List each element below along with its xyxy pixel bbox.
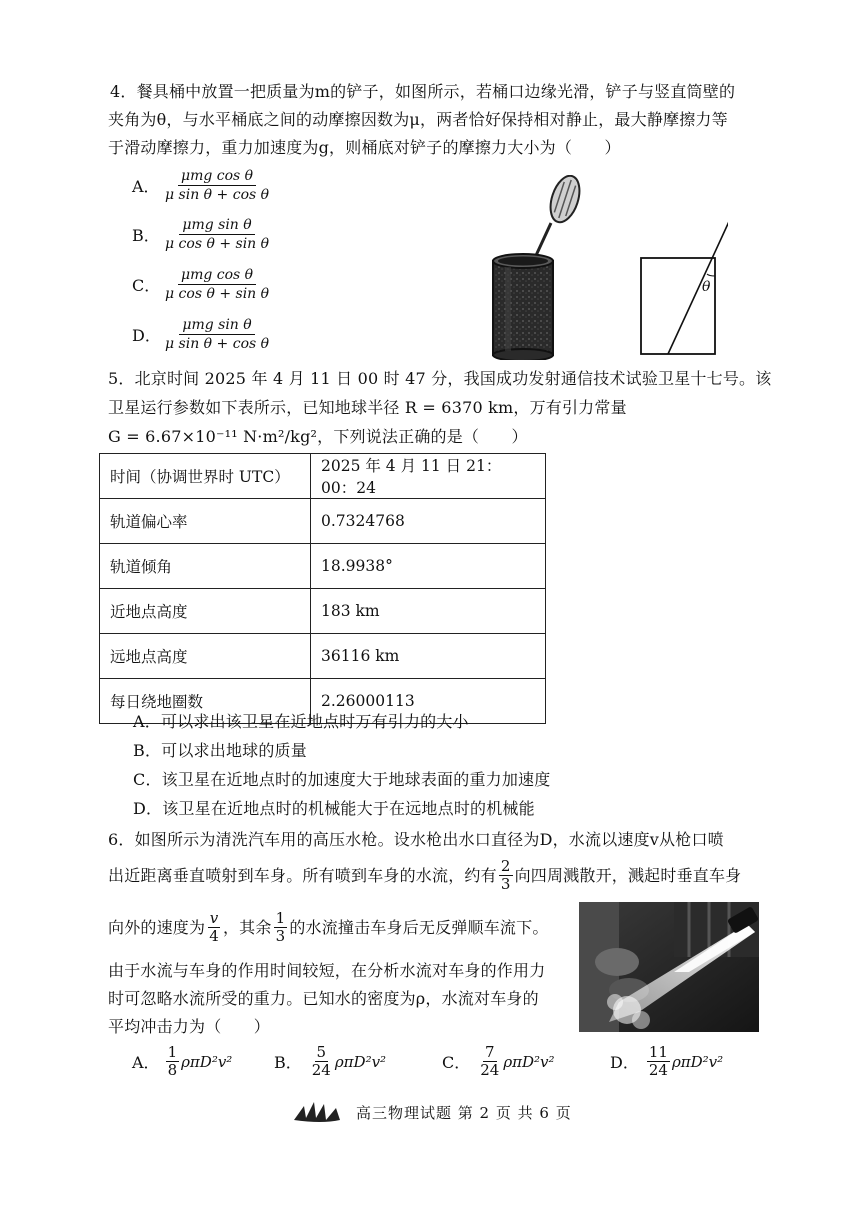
pressure-washer-photo bbox=[579, 902, 759, 1032]
option-label: D． bbox=[132, 326, 161, 345]
q4-option-c[interactable] bbox=[132, 267, 272, 302]
table-key: 时间（协调世界时 UTC） bbox=[100, 454, 311, 499]
q5-line-2: 卫星运行参数如下表所示，已知地球半径 R = 6370 km，万有引力常量 bbox=[108, 398, 627, 417]
q6-line-2: 出近距离垂直喷射到车身。所有喷到车身的水流，约有 $\frac{2}{3}$ 向四周溅散开，溅起时垂直车身 bbox=[108, 857, 742, 893]
option-expression: ρπD²v² bbox=[503, 1052, 555, 1071]
table-row bbox=[100, 589, 546, 634]
option-label: C． bbox=[442, 1053, 471, 1072]
q6-line-1: 6．如图所示为清洗汽车用的高压水枪。设水枪出水口直径为D，水流以速度v从枪口喷 bbox=[108, 830, 724, 849]
table-key: 轨道偏心率 bbox=[100, 499, 311, 544]
table-row bbox=[100, 454, 546, 499]
table-key: 近地点高度 bbox=[100, 589, 311, 634]
q4-option-a[interactable] bbox=[132, 168, 272, 203]
q6-option-a[interactable] bbox=[132, 1044, 232, 1079]
q4-option-b[interactable] bbox=[132, 217, 272, 252]
q4-line-1: 4．餐具桶中放置一把质量为m的铲子，如图所示，若桶口边缘光滑，铲子与竖直筒壁的 bbox=[110, 82, 736, 101]
q4-option-d[interactable] bbox=[132, 317, 272, 352]
satellite-parameter-table bbox=[99, 453, 546, 724]
q5-option-b[interactable]: B．可以求出地球的质量 bbox=[133, 741, 307, 760]
table-key: 轨道倾角 bbox=[100, 544, 311, 589]
table-value: 2025 年 4 月 11 日 21：00：24 bbox=[311, 454, 546, 499]
option-expression: ρπD²v² bbox=[334, 1052, 387, 1071]
q5-option-a[interactable]: A．可以求出该卫星在近地点时万有引力的大小 bbox=[133, 712, 469, 731]
option-fraction: $\frac{\text{μmg sin θ}}{\text{μ cos θ + sin θ}}$ bbox=[165, 217, 270, 252]
option-fraction: $\frac{\text{μmg cos θ}}{\text{μ sin θ + cos θ}}$ bbox=[165, 168, 270, 203]
table-value: 2.26000113 bbox=[311, 679, 546, 724]
option-fraction: $\frac{5}{24}$ bbox=[311, 1043, 331, 1079]
q6-option-c[interactable] bbox=[442, 1044, 555, 1079]
table-value: 183 km bbox=[311, 589, 546, 634]
option-expression: ρπD²v² bbox=[671, 1052, 724, 1071]
option-fraction: $\frac{\text{μmg cos θ}}{\text{μ cos θ + sin θ}}$ bbox=[165, 267, 270, 302]
option-label: B． bbox=[274, 1053, 302, 1072]
q6-line-3: 向外的速度为 $\frac{v}{4}$ ，其余 $\frac{1}{3}$ 的水流撞击车身后无反弹顺车流下。 bbox=[108, 909, 549, 945]
option-fraction: $\frac{1}{8}$ bbox=[167, 1043, 178, 1079]
option-fraction: $\frac{7}{24}$ bbox=[480, 1043, 500, 1079]
option-label: B． bbox=[132, 226, 160, 245]
option-label: D． bbox=[610, 1053, 639, 1072]
table-row bbox=[100, 634, 546, 679]
fraction-v-over-4: $\frac{v}{4}$ bbox=[209, 909, 219, 945]
q6-line-5: 时可忽略水流所受的重力。已知水的密度为ρ，水流对车身的 bbox=[108, 989, 539, 1008]
angle-theta-label: θ bbox=[702, 279, 711, 295]
table-value: 36116 km bbox=[311, 634, 546, 679]
table-key: 每日绕地圈数 bbox=[100, 679, 311, 724]
fraction-two-thirds: $\frac{2}{3}$ bbox=[500, 857, 511, 893]
page-footer: 高三物理试题 第 2 页 共 6 页 bbox=[356, 1104, 572, 1122]
option-label: A． bbox=[132, 177, 160, 196]
q5-option-d[interactable]: D．该卫星在近地点时的机械能大于在远地点时的机械能 bbox=[133, 799, 535, 818]
table-row bbox=[100, 499, 546, 544]
option-label: C． bbox=[132, 276, 161, 295]
q4-line-2: 夹角为θ，与水平桶底之间的动摩擦因数为μ，两者恰好保持相对静止，最大静摩擦力等 bbox=[108, 110, 728, 129]
q5-line-3: G = 6.67×10⁻¹¹ N·m²/kg²，下列说法正确的是（ ） bbox=[108, 427, 528, 446]
q4-line-3: 于滑动摩擦力，重力加速度为g，则桶底对铲子的摩擦力大小为（ ） bbox=[108, 138, 621, 157]
table-key: 远地点高度 bbox=[100, 634, 311, 679]
utensil-holder-illustration bbox=[485, 175, 585, 360]
q5-option-c[interactable]: C．该卫星在近地点时的加速度大于地球表面的重力加速度 bbox=[133, 770, 551, 789]
option-label: A． bbox=[132, 1053, 160, 1072]
table-row bbox=[100, 544, 546, 589]
spatula-angle-diagram bbox=[638, 182, 728, 358]
option-expression: ρπD²v² bbox=[181, 1052, 233, 1071]
q6-option-b[interactable] bbox=[274, 1044, 386, 1079]
table-value: 18.9938° bbox=[311, 544, 546, 589]
option-fraction: $\frac{\text{μmg sin θ}}{\text{μ sin θ + cos θ}}$ bbox=[165, 317, 270, 352]
q6-option-d[interactable] bbox=[610, 1044, 723, 1079]
table-value: 0.7324768 bbox=[311, 499, 546, 544]
fraction-one-third: $\frac{1}{3}$ bbox=[275, 909, 286, 945]
footer-mark-icon bbox=[292, 1098, 354, 1124]
option-fraction: $\frac{11}{24}$ bbox=[648, 1043, 668, 1079]
q6-line-4: 由于水流与车身的作用时间较短，在分析水流对车身的作用力 bbox=[108, 961, 546, 980]
q5-line-1: 5．北京时间 2025 年 4 月 11 日 00 时 47 分，我国成功发射通信技术试验卫星十七号。该 bbox=[108, 369, 772, 388]
q6-line-6: 平均冲击力为（ ） bbox=[108, 1017, 271, 1036]
